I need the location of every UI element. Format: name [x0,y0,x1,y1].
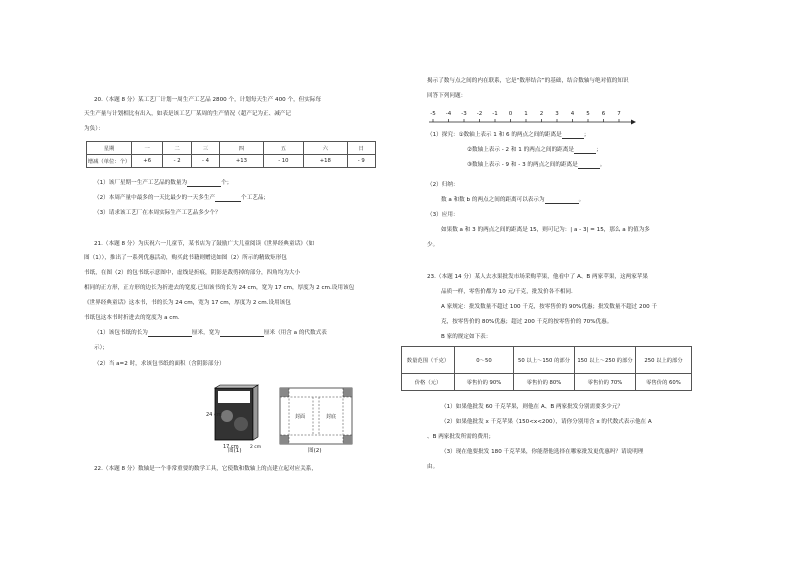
table-row [87,155,376,168]
q23-line2: 品质一样，零售价都为 10 元/千克，批发价各不相同. [441,289,573,295]
q22-sub2: （2）归纳： [427,182,459,188]
answer-blank[interactable] [545,203,579,204]
table-cell: 零售价的 80% [514,374,575,391]
table-cell: 星期 [87,142,132,155]
q22-line1: 22.（本题 8 分）数轴是一个非常重要的数学工具，它使数和数轴上的点建立起对应关系， [94,466,317,472]
table-cell: 日 [347,142,375,155]
table-cell: - 9 [347,155,375,168]
answer-blank[interactable] [148,336,192,337]
tick-label: 5 [586,111,590,117]
book-thickness-label: 2 cm [250,445,262,450]
table-cell: +6 [132,155,163,168]
q22-sub2-text: 数 a 和数 b 的两点之间的距离可以表示为 [441,197,545,203]
q22-sub2-end: 。 [578,197,585,203]
table-cell: 50 以上～150 的部分 [514,347,575,374]
q20-sub1 [94,180,232,187]
q23-sub2a: （2）如果他批发 x 千克苹果（150<x<200），请你分别用含 x 的代数式表示他在 A [441,419,652,425]
q21-line5: 书纸包这本书时折进去的宽度为 a cm. [84,315,180,321]
q21-line4: 相同的正方形，正方形的边长为折进去的宽度.已知该书的长为 24 cm，宽为 17 cm，厚度为 2 cm.设用该包 [84,285,355,291]
book-height-label: 24 cm [206,412,222,418]
table-cell: 零售价的 90% [455,374,514,391]
q20-sub2-unit: 个工艺品； [241,195,270,201]
q22-sub1 [427,132,589,139]
answer-blank[interactable] [220,336,264,337]
tick-label: -5 [430,111,436,117]
answer-blank[interactable] [578,168,600,169]
q21-line3: 书纸，在图（2）的包书纸示意图中，虚线是折痕，阴影是裁剪掉的部分，四角均为大小 [84,270,301,276]
back-cover-label: 封底 [326,414,337,420]
table-cell: 零售价的 60% [636,374,692,391]
number-line-ticks [430,111,621,122]
table-row [87,142,376,155]
table-cell: 增减（单位：个） [87,155,132,168]
answer-blank[interactable] [215,201,241,202]
figure2-caption: 图(2) [308,448,322,454]
q21-sub1 [94,330,327,337]
q22-cont-line2: 回答下列问题： [427,93,467,99]
table-cell: - 4 [191,155,219,168]
number-line [427,106,637,128]
q20-sub3: （3）请求该工艺厂在本周实际生产工艺品多少个？ [94,210,221,216]
q22-sub1-2 [467,147,602,154]
q21-sub1-text-3: 厘米（用含 a 的代数式表 [263,330,327,336]
table-cell: 150 以上～250 的部分 [575,347,636,374]
q23-line3: A 家规定：批发数量不超过 100 千克，按零售价的 90%优惠；批发数量不超过 200 千 [441,304,658,310]
table-cell: 0～50 [455,347,514,374]
q23-line5: B 家的规定如下表： [441,334,492,340]
table-cell: +13 [220,155,263,168]
table-cell: - 2 [163,155,191,168]
q21-sub2: （2）当 a=2 时，求该包书纸的面积（含阴影部分） [94,361,225,367]
q23-sub3b: 由。 [427,464,439,470]
q23-line1: 23.（本题 14 分）某人去水果批发市场采购苹果，他看中了 A、B 两家苹果，这两家苹果 [427,274,648,280]
q23-sub1: （1）如果他批发 60 千克苹果，则他在 A、B 两家批发分别需要多少元？ [441,404,624,410]
tick-label: -4 [445,111,452,117]
table-cell: +18 [304,155,347,168]
tick-label: 0 [508,111,513,117]
table-cell: 价格（元） [402,374,455,391]
tick-label: 7 [617,111,621,117]
table-row [402,374,692,391]
q21-sub1-cont: 示）； [94,345,108,351]
q22-sub1-3 [467,162,605,169]
q22-sub1-text: （1）探究：①数轴上表示 1 和 6 的两点之间的距离是 [427,132,562,138]
tick-label: 4 [570,111,575,117]
q22-sub3: （3）应用： [427,212,459,218]
q20-sub2 [94,195,269,202]
table-cell: 三 [191,142,219,155]
wrapping-paper-figure [278,386,354,446]
q22-sub1-3-end: 。 [599,162,606,168]
q22-sub3-line: 如果数 a 和 3 的两点之间的距离是 15，则可记为：| a - 3| = 15，那么 a 的值为多 [441,227,650,233]
q22-sub1-2-text: ②数轴上表示 - 2 和 1 的两点之间的距离是 [467,147,574,153]
q21-sub1-text: （1）该包书纸的长为 [94,330,148,336]
tick-label: 3 [555,111,559,117]
table-cell: 零售价的 70% [575,374,636,391]
table-cell: 数量范围（千克） [402,347,455,374]
q20-line3: 为负）： [84,126,104,132]
answer-blank[interactable] [187,186,221,187]
table-row [402,347,692,374]
book-width-label: 17 cm [223,444,239,450]
table-cell: 一 [132,142,163,155]
answer-blank[interactable] [574,153,596,154]
tick-label: -1 [492,111,498,117]
q21-line2: 图（1）），推出了一系列优惠活动，购买此书籍则赠送如图（2）所示的精致矩形包 [84,255,287,261]
table-cell: - 10 [263,155,303,168]
q22-sub3-line2: 少。 [427,242,439,248]
q22-cont-line1: 揭示了数与点之间的内在联系，它是“数形结合”的基础，结合数轴与绝对值的知识 [427,78,629,84]
q22-sub1-end: ； [583,132,590,138]
q21-sub1-text-2: 厘米，宽为 [191,330,220,336]
q22-sub2-line [441,197,584,204]
table-cell: 五 [263,142,303,155]
table-cell: 250 以上的部分 [636,347,692,374]
right-column [397,0,794,561]
q21-line1: 21.（本题 8 分）为庆祝六一儿童节，某书店为了鼓励广大儿童阅读《世界经典童话》（如 [94,241,315,247]
q20-table [86,141,376,168]
figure1-caption: 图(1) [228,448,242,454]
table-cell: 六 [304,142,347,155]
cover-label: 封面 [295,414,306,420]
q23-line4: 克，按零售价的 80%优惠；超过 200 千克的按零售价的 70%优惠。 [441,319,613,325]
q21-line6: 《世界经典童话》这本书，书的长为 24 cm，宽为 17 cm，厚度为 2 cm.设用该包 [84,300,291,306]
tick-label: 2 [539,111,544,117]
q20-line1: 20.（本题 8 分）某工艺厂计划一周生产工艺品 2800 个，计划每天生产 400 个，但实际每 [94,97,322,103]
tick-label: -3 [461,111,467,117]
table-cell: 二 [163,142,191,155]
book-figure [205,384,265,456]
q20-sub2-text: （2）本周产量中最多的一天比最少的一天多生产 [94,195,216,201]
q20-sub1-text: （1）该厂星期一生产工艺品的数量为 [94,180,188,186]
tick-label: -2 [476,111,483,117]
tick-label: 1 [524,111,528,117]
table-cell: 四 [220,142,263,155]
answer-blank[interactable] [562,138,584,139]
q23-table [401,346,692,391]
q20-sub1-unit: 个； [221,180,233,186]
q22-sub1-2-end: ； [595,147,602,153]
q20-line2: 天生产量与计划相比有出入，如表是该工艺厂某周的生产情况（超产记为正、减产记 [84,111,291,117]
q23-sub2b: 、B 两家批发所需的费用； [427,434,495,440]
tick-label: 6 [601,111,606,117]
q23-sub3: （3）现在他要批发 180 千克苹果，你能帮他选择在哪家批发更优惠吗？请说明理 [441,449,644,455]
q22-sub1-3-text: ③数轴上表示 - 9 和 - 3 的两点之间的距离是 [467,162,578,168]
